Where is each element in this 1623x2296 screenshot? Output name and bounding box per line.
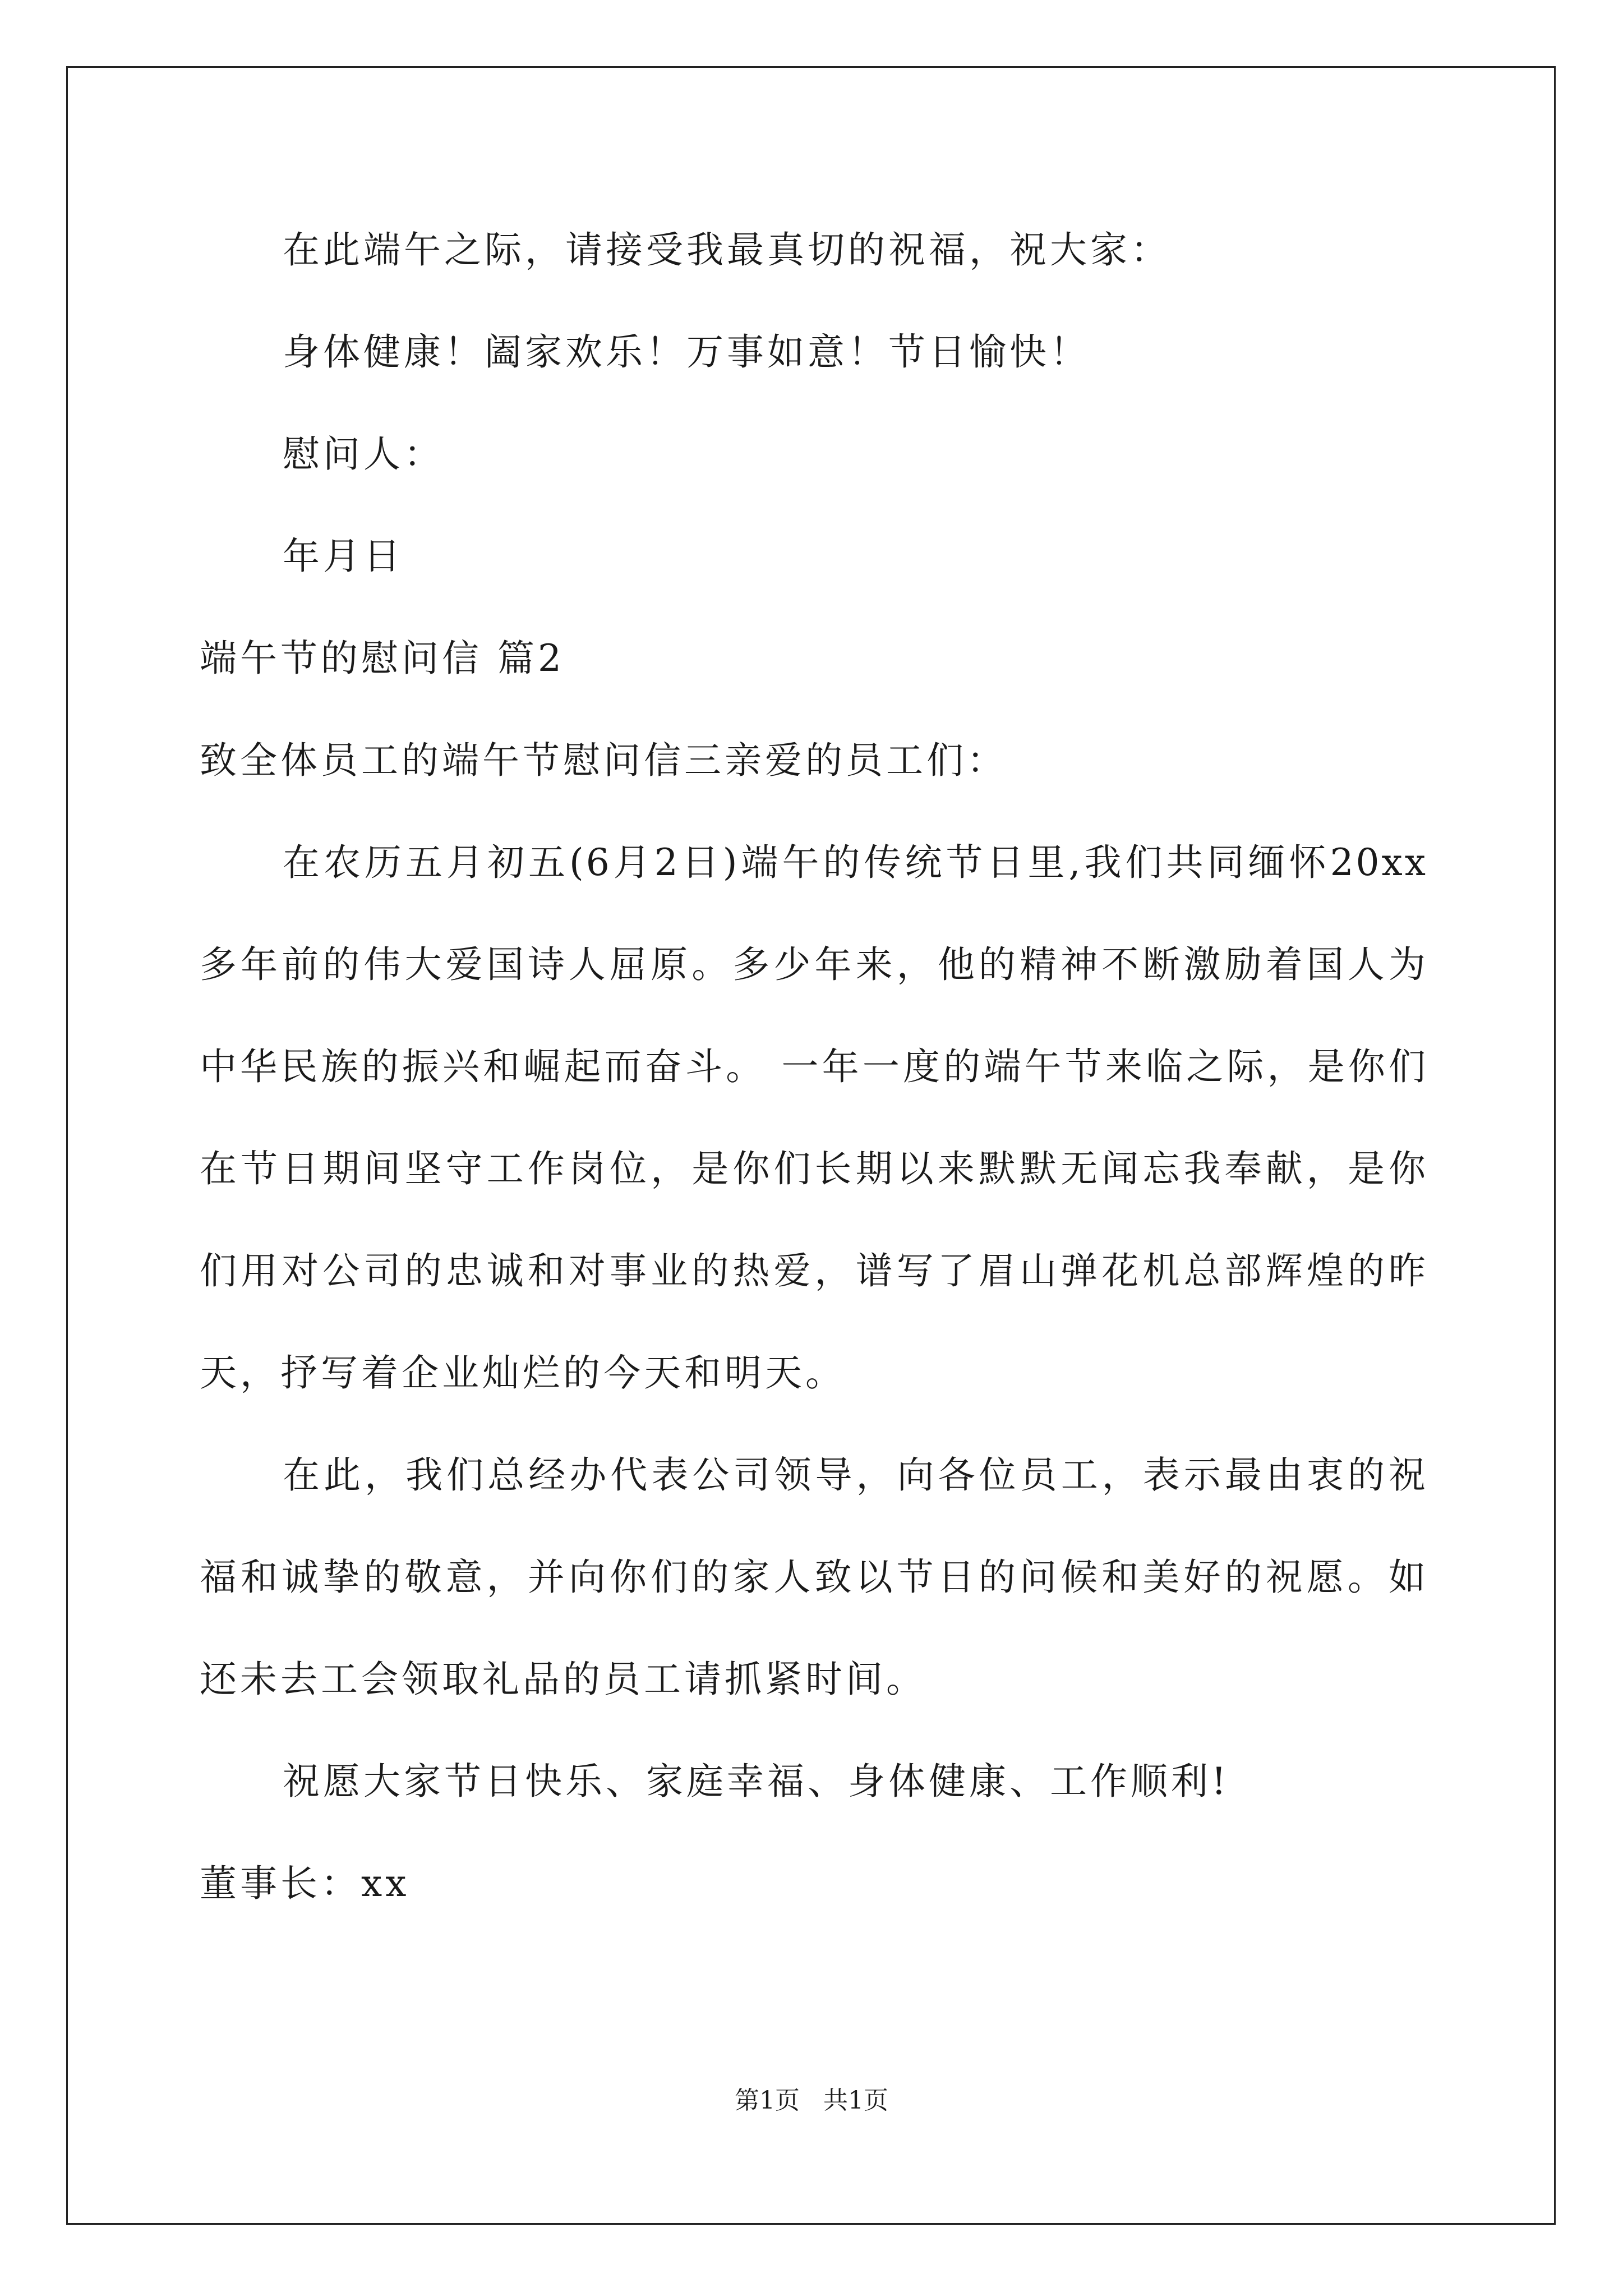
text-line-12: 天，抒写着企业灿烂的今天和明天。 (200, 1351, 846, 1395)
text-line-15: 还未去工会领取礼品的员工请抓紧时间。 (200, 1658, 926, 1701)
text-line-2: 身体健康！阖家欢乐！万事如意！节日愉快！ (283, 330, 1090, 374)
text-line-14: 福和诚挚的敬意，并向你们的家人致以节日的问候和美好的祝愿。如 (200, 1556, 1428, 1599)
page-total: 共1页 (823, 2086, 888, 2115)
text-line-4: 年月日 (283, 535, 404, 578)
text-line-6: 致全体员工的端午节慰问信三亲爱的员工们： (200, 739, 1007, 782)
text-line-13: 在此，我们总经办代表公司领导，向各位员工，表示最由衷的祝 (283, 1453, 1428, 1497)
text-line-11: 们用对公司的忠诚和对事业的热爱，谱写了眉山弹花机总部辉煌的昨 (200, 1249, 1428, 1292)
text-line-7: 在农历五月初五(6月2日)端午的传统节日里,我们共同缅怀20xx (283, 841, 1428, 884)
text-line-1: 在此端午之际，请接受我最真切的祝福，祝大家： (283, 228, 1171, 272)
text-line-9: 中华民族的振兴和崛起而奋斗。 一年一度的端午节来临之际，是你们 (200, 1045, 1428, 1088)
text-line-8: 多年前的伟大爱国诗人屈原。多少年来，他的精神不断激励着国人为 (200, 943, 1428, 986)
signature-line: 董事长：xx (200, 1862, 410, 1905)
section-heading: 端午节的慰问信 篇2 (200, 637, 565, 680)
text-line-16: 祝愿大家节日快乐、家庭幸福、身体健康、工作顺利! (283, 1760, 1230, 1803)
page-number: 第1页 (735, 2086, 800, 2115)
text-line-3: 慰问人： (283, 432, 444, 476)
page-footer (0, 2084, 1623, 2118)
letter-body (200, 213, 1428, 1949)
text-line-10: 在节日期间坚守工作岗位，是你们长期以来默默无闻忘我奉献，是你 (200, 1147, 1428, 1190)
